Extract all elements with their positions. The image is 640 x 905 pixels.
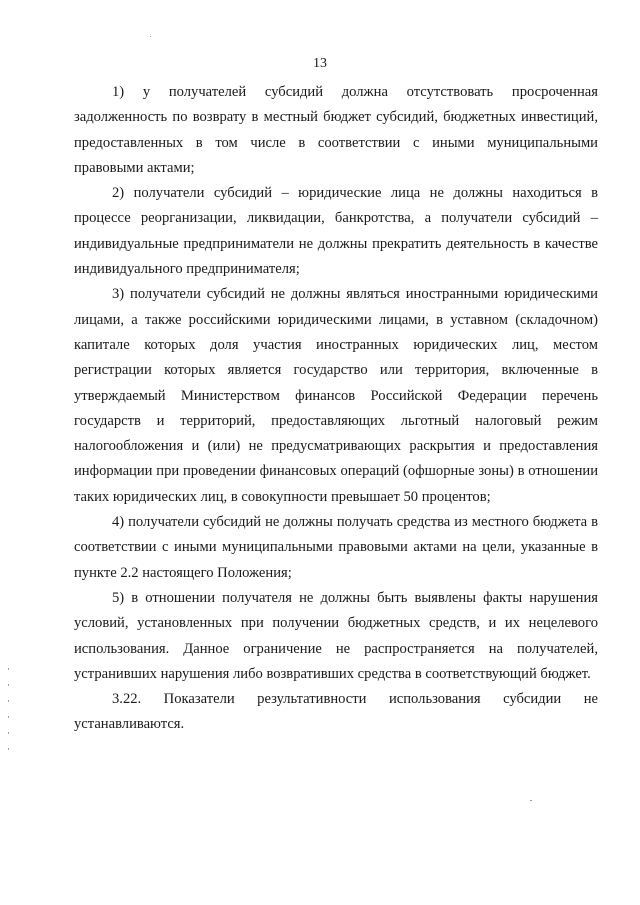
document-body [74,80,598,738]
paragraph-item-1: 1) у получателей субсидий должна отсутствовать просроченная задолженность по возврату в местный бюджет субсидий, бюджетных инвестиций, предоставленных в том числе в соответствии с иными муниципальными правовыми актами; [74,84,598,176]
paragraph-3-22: 3.22. Показатели результативности использования субсидии не устанавливаются. [74,691,598,733]
paragraph-item-2: 2) получатели субсидий – юридические лица не должны находиться в процессе реорганизации, ликвидации, банкротства, а получатели субсидий – индивидуальные предприниматели не должны прекратить деятельность в качестве индивидуального предпринимателя; [74,185,598,278]
paragraph-item-4: 4) получатели субсидий не должны получать средства из местного бюджета в соответствии с иными муниципальными правовыми актами на цели, указанные в пункте 2.2 настоящего Положения; [74,514,598,581]
paragraph-item-5: 5) в отношении получателя не должны быть выявлены факты нарушения условий, установленных при получении бюджетных средств, и их нецелевого использования. Данное ограничение не распространяется на получателей, устранивших нарушения либо возвративших средства в соответствующий бюджет. [74,589,598,682]
paragraph-item-3: 3) получатели субсидий не должны являться иностранными юридическими лицами, а также российскими юридическими лицами, в уставном (складочном) капитале которых доля участия иностранных юридических лиц, местом регистрации которых является государство или территория, включенные в утверждаемый Министерством финансов Российской Федерации перечень государств и территорий, предоставляющих льготный налоговый режим налогообложения и (или) не предусматривающих раскрытия и предоставления информации при проведении финансовых операций (офшорные зоны) в отношении таких юридических лиц, в совокупности превышает 50 процентов; [74,286,598,505]
page-number: 13 [313,56,327,71]
